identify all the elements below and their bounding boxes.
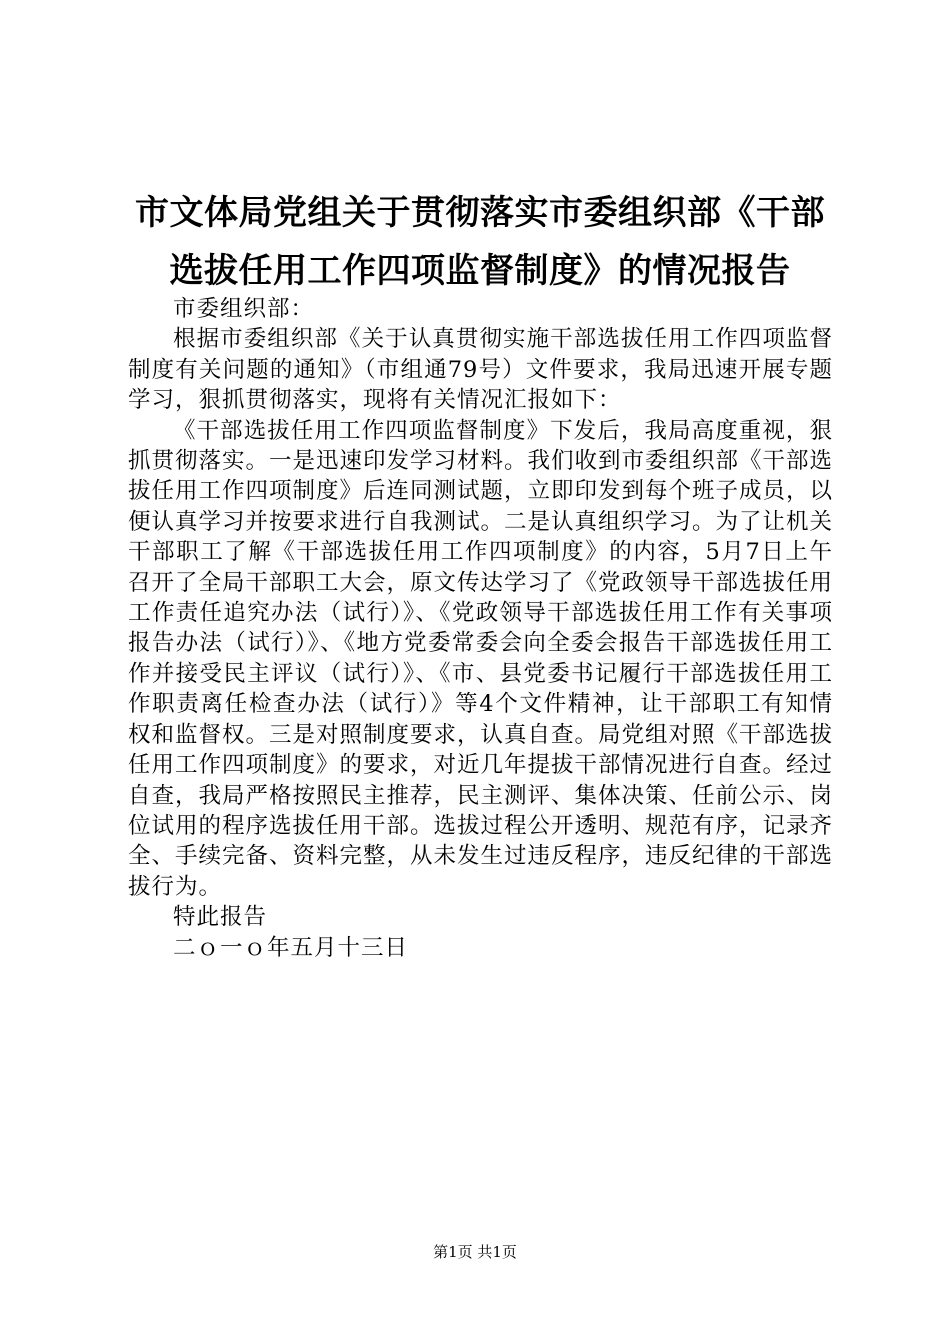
body-paragraph-intro: 根据市委组织部《关于认真贯彻实施干部选拔任用工作四项监督制度有关问题的通知》（市组通79号）文件要求，我局迅速开展专题学习，狠抓贯彻落实，现将有关情况汇报如下： (128, 326, 833, 414)
page-number: 第1页 共1页 (433, 1243, 517, 1261)
document-body (128, 294, 833, 963)
title-line-2: 选拔任用工作四项监督制度》的情况报告 (169, 251, 791, 291)
salutation: 市委组织部： (173, 296, 315, 322)
title-line-1: 市文体局党组关于贯彻落实市委组织部《干部 (135, 193, 825, 233)
closing-line: 特此报告 (173, 904, 268, 931)
document-title (120, 184, 840, 300)
body-paragraph-main: 《干部选拔任用工作四项监督制度》下发后，我局高度重视，狠抓贯彻落实。一是迅速印发学习材料。我们收到市委组织部《干部选拔任用工作四项制度》后连同测试题，立即印发到每个班子成员，以便认真学习并按要求进行自我测试。二是认真组织学习。为了让机关干部职工了解《干部选拔任用工作四项制度》的内容，5月7日上午召开了全局干部职工大会，原文传达学习了《党政领导干部选拔任用工作责任追究办法（试行）》、《党政领导干部选拔任用工作有关事项报告办法（试行）》、《地方党委常委会向全委会报告干部选拔任用工作并接受民主评议（试行）》、《市、县党委书记履行干部选拔任用工作职责离任检查办法（试行）》等4个文件精神，让干部职工有知情权和监督权。三是对照制度要求，认真自查。局党组对照《干部选拔任用工作四项制度》的要求，对近几年提拔干部情况进行自查。经过自查，我局严格按照民主推荐，民主测评、集体决策、任前公示、岗位试用的程序选拔任用干部。选拔过程公开透明、规范有序，记录齐全、手续完备、资料完整，从未发生过违反程序，违反纪律的干部选拔行为。 (128, 417, 834, 900)
date-line: 二ｏ一ｏ年五月十三日 (173, 934, 409, 961)
page-footer (0, 1242, 950, 1262)
